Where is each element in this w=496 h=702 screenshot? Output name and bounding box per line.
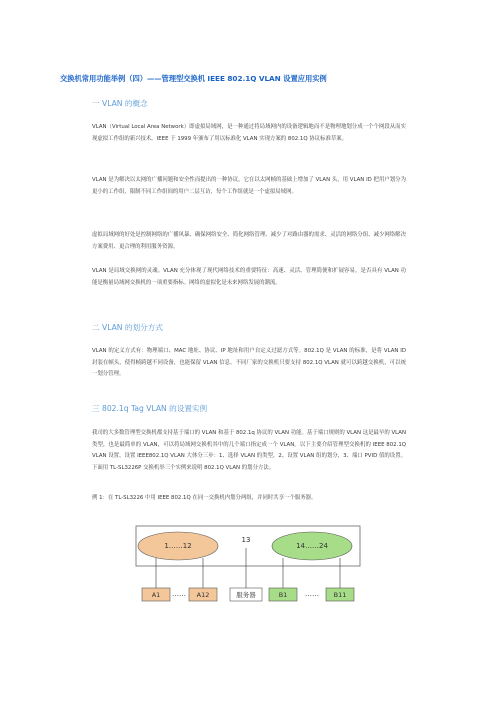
paragraph-concept-2: VLAN 是为解决以太网的广播问题和安全性而提出的一种协议，它在以太网帧的基础上增加了 VLAN 头，用 VLAN ID 把用户划分为更小的工作组，限制不同工作组间的用户二层互访，每个工作组就是一个虚拟局域网。 (92, 177, 406, 195)
node-a12-label: A12 (196, 591, 210, 599)
node-b11-label: B11 (333, 591, 347, 599)
vlan-group-right-label: 14……24 (296, 542, 328, 550)
vlan-diagram (128, 518, 368, 608)
section-heading-example: 三 802.1q Tag VLAN 的设置实例 (92, 404, 208, 413)
node-server-label: 服务器 (236, 591, 256, 599)
shared-port-label: 13 (241, 536, 251, 544)
example-caption: 例 1：在 TL-SL3226 中用 IEEE 802.1Q 在同一交换机内划分两组，并同时共享一个服务器。 (92, 495, 317, 501)
paragraph-example-1: 我司的大多数管理型交换机都支持基于端口的 VLAN 和基于 802.1q 协议的 VLAN 功能。基于端口规则的 VLAN 这是最早的 VLAN 类型，也是最简单的 VLAN，可以将局域网交换机其中的几个端口指定成一个 VLAN。以下主要介绍管理型交换机的 IEEE 802.1Q VLAN 设置，设置 IEEE802.1Q VLAN 大体分三步：1、选择 VLAN 的类型，2、设置 VLAN 组的划分，3、端口 PVID 值的设置。下面用 TL-SL3226P 交换机举三个实例来说明 802.1Q VLAN 的划分方法。 (92, 430, 406, 471)
node-a1-label: A1 (151, 591, 161, 599)
node-ellipsis-right: …… (305, 590, 319, 598)
section-heading-concept: 一 VLAN 的概念 (92, 99, 148, 108)
document-title: 交换机常用功能举例（四）——管理型交换机 IEEE 802.1Q VLAN 设置应用实例 (60, 74, 327, 83)
paragraph-concept-4: VLAN 是局域交换网的灵魂。VLAN 充分体现了现代网络技术的重要特征：高速、灵活、管理简便和扩展容易。是否具有 VLAN 功能是衡量局域网交换机的一项重要指标。网络的虚拟化是未来网络发展的潮流。 (92, 268, 406, 286)
node-b1-label: B1 (278, 591, 288, 599)
node-ellipsis-left: …… (172, 590, 186, 598)
paragraph-concept-3: 虚拟局域网的好处是控制网络的广播风暴、确保网络安全、简化网络管理、减少了对路由器的需求、灵活的网络分组、减少网络解决方案费用、更合理的利用服务资源。 (92, 232, 406, 250)
vlan-group-left-label: 1……12 (164, 542, 192, 550)
section-heading-division: 二 VLAN 的划分方式 (92, 323, 163, 332)
paragraph-division-1: VLAN 的定义方式有：物理端口、MAC 地址、协议、IP 地址和用户自定义过滤方式等。802.1Q 是 VLAN 的标准，是将 VLAN ID 封装在帧头，使得帧跨越不同设备，也能保留 VLAN 信息。不同厂家的交换机只要支持 802.1Q VLAN 就可以跨越交换机，可以统一划分管理。 (92, 348, 406, 378)
paragraph-concept-1: VLAN（Virtual Local Area Network）即虚拟局域网，是一种通过将局域网内的设备逻辑地而不是物理地划分成一个个网段从而实现虚拟工作组的新兴技术。IEEE 于 1999 年颁布了用以标准化 VLAN 实现方案的 802.1Q 协议标准草案。 (92, 124, 406, 142)
